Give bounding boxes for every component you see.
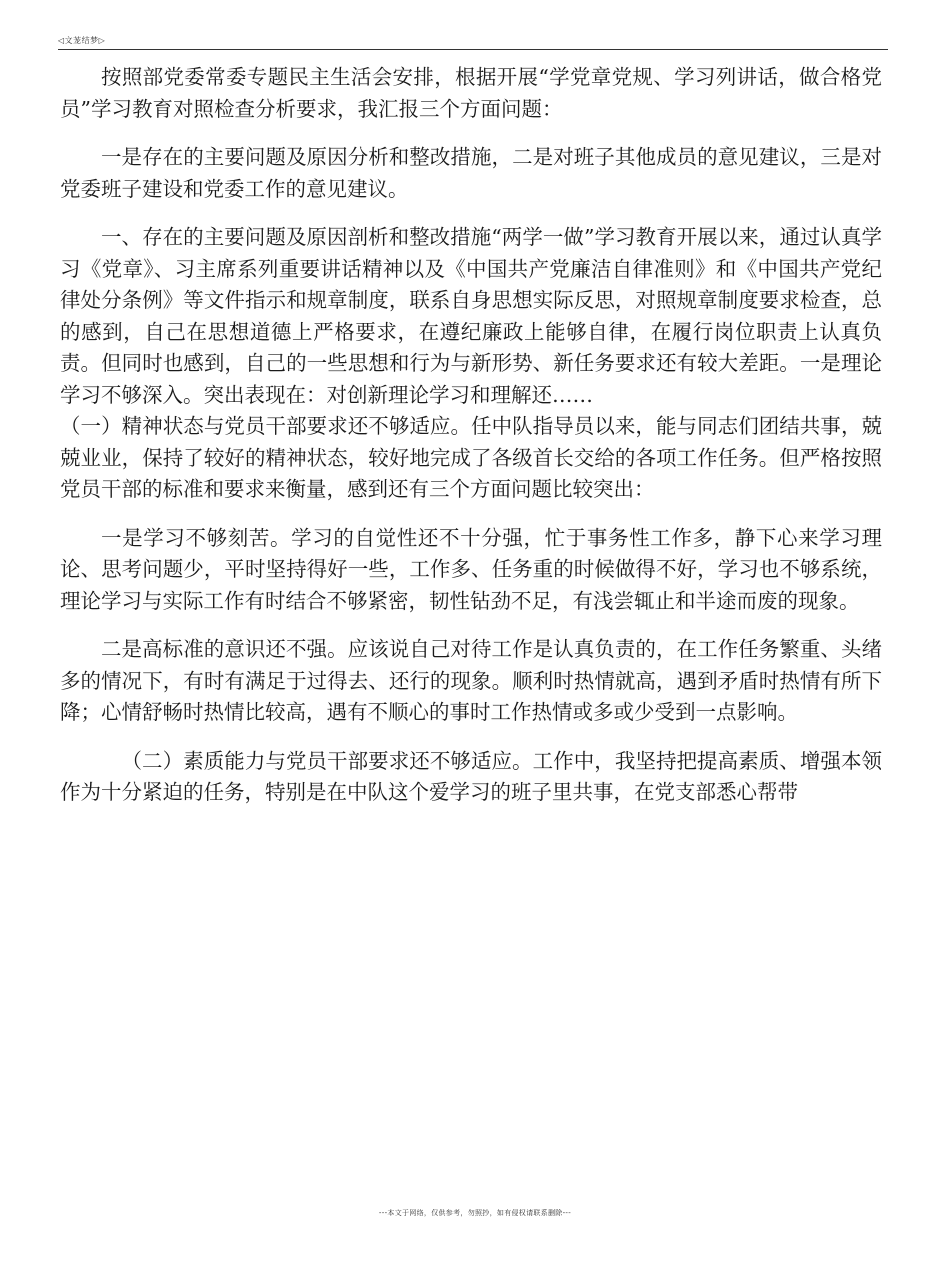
- document-body: [60, 62, 882, 826]
- paragraph-subsection-two: （二）素质能力与党员干部要求还不够适应。工作中，我坚持把提高素质、增强本领作为十分紧迫的任务，特别是在中队这个爱学习的班子里共事，在党支部悉心帮带: [60, 748, 882, 804]
- page-footer: ---本文于网络，仅供参考，勿照抄，如有侵权请联系删除---: [378, 1209, 572, 1217]
- paragraph-intro: 按照部党委常委专题民主生活会安排，根据开展“学党章党规、学习列讲话，做合格党员”学习教育对照检查分析要求，我汇报三个方面问题：: [60, 65, 882, 121]
- paragraph-section-one: 一、存在的主要问题及原因剖析和整改措施“两学一做”学习教育开展以来，通过认真学习《党章》、习主席系列重要讲话精神以及《中国共产党廉洁自律准则》和《中国共产党纪律处分条例》等文件指示和规章制度，联系自身思想实际反思，对照规章制度要求检查，总的感到，自己在思想道德上严格要求，在遵纪廉政上能够自律，在履行岗位职责上认真负责。但同时也感到，自己的一些思想和行为与新形势、新任务要求还有较大差距。一是理论学习不够深入。突出表现在：对创新理论学习和理解还……: [60, 225, 882, 407]
- paragraph-standards: 二是高标准的意识还不强。应该说自己对待工作是认真负责的，在工作任务繁重、头绪多的情况下，有时有满足于过得去、还行的现象。顺利时热情就高，遇到矛盾时热情有所下降；心情舒畅时热情比较高，遇有不顺心的事时工作热情或多或少受到一点影响。: [60, 637, 882, 724]
- paragraph-subsection-one: （一）精神状态与党员干部要求还不够适应。任中队指导员以来，能与同志们团结共事，兢兢业业，保持了较好的精神状态，较好地完成了各级首长交给的各项工作任务。但严格按照党员干部的标准和要求来衡量，感到还有三个方面问题比较突出：: [60, 414, 882, 501]
- header-text: ◁文茏结梦▷: [58, 36, 106, 45]
- page-header: [58, 33, 888, 50]
- paragraph-outline: 一是存在的主要问题及原因分析和整改措施，二是对班子其他成员的意见建议，三是对党委班子建设和党委工作的意见建议。: [60, 145, 882, 201]
- paragraph-study: 一是学习不够刻苦。学习的自觉性还不十分强，忙于事务性工作多，静下心来学习理论、思考问题少，平时坚持得好一些，工作多、任务重的时候做得不好，学习也不够系统，理论学习与实际工作有时结合不够紧密，韧性钻劲不足，有浅尝辄止和半途而废的现象。: [60, 525, 882, 613]
